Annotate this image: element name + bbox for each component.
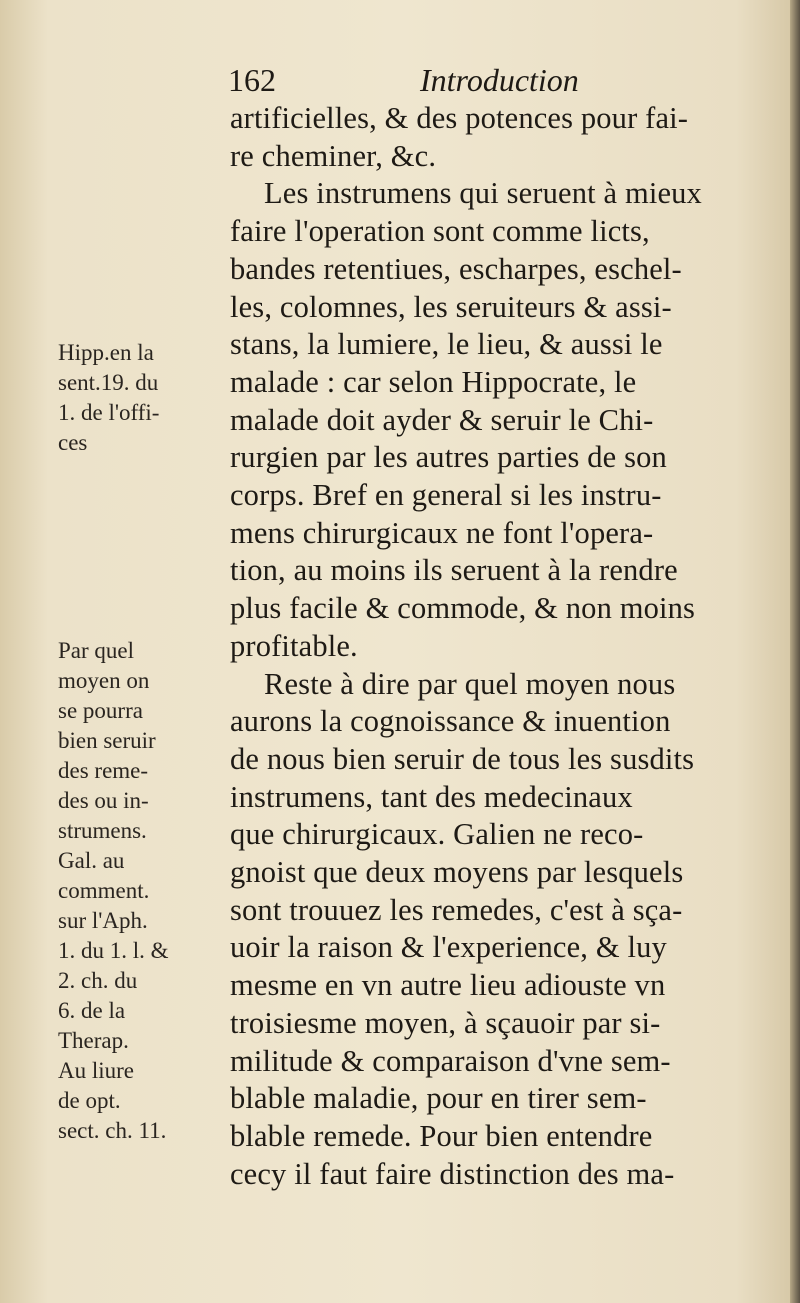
text-line: re cheminer, &c. (230, 138, 437, 173)
text-line: faire l'operation sont comme licts, (230, 214, 650, 249)
margin-note-line: 6. de la (58, 998, 126, 1023)
text-line: gnoist que deux moyens par lesquels (230, 855, 684, 890)
margin-note-line: des ou in- (58, 788, 149, 813)
text-line: blable remede. Pour bien entendre (230, 1118, 653, 1153)
text-line: les, colomnes, les seruiteurs & assi- (230, 289, 672, 324)
text-line: sont trouuez les remedes, c'est à sça- (230, 892, 683, 927)
text-line: malade doit ayder & seruir le Chi- (230, 402, 654, 437)
text-line: mesme en vn autre lieu adiouste vn (230, 968, 666, 1003)
margin-note-line: Hipp.en la (58, 340, 154, 365)
text-line: troisiesme moyen, à sçauoir par si- (230, 1005, 661, 1040)
main-text (230, 100, 770, 1193)
text-line: plus facile & commode, & non moins (230, 591, 696, 626)
text-line: tion, au moins ils seruent à la rendre (230, 553, 678, 588)
margin-note-line: se pourra (58, 698, 143, 723)
text-line: artificielles, & des potences pour fai- (230, 101, 689, 135)
text-line: profitable. (230, 628, 358, 663)
text-line: rurgien par les autres parties de son (230, 440, 667, 475)
text-line: Les instrumens qui seruent à mieux (264, 176, 702, 211)
margin-note-line: sect. ch. 11. (58, 1118, 167, 1143)
margin-note-line: ces (58, 430, 88, 455)
margin-note-line: des reme- (58, 758, 149, 783)
margin-note-line: 1. du 1. l. & (58, 938, 169, 963)
margin-note-galien (58, 636, 218, 1146)
text-line: uoir la raison & l'experience, & luy (230, 930, 667, 965)
margin-note-line: 1. de l'offi- (58, 400, 160, 425)
margin-note-line: strumens. (58, 818, 147, 843)
margin-note-line: 2. ch. du (58, 968, 138, 993)
margin-note-hippocrates (58, 338, 218, 458)
text-line: instrumens, tant des medecinaux (230, 779, 633, 814)
margin-note-line: comment. (58, 878, 150, 903)
text-line: corps. Bref en general si les instru- (230, 478, 662, 513)
margin-note-line: Gal. au (58, 848, 125, 873)
text-line: bandes retentiues, escharpes, eschel- (230, 251, 682, 286)
text-line: cecy il faut faire distinction des ma- (230, 1156, 675, 1191)
text-line: de nous bien seruir de tous les susdits (230, 741, 695, 776)
margin-note-line: sur l'Aph. (58, 908, 148, 933)
margin-note-line: moyen on (58, 668, 150, 693)
text-line: blable maladie, pour en tirer sem- (230, 1081, 647, 1116)
margin-note-line: sent.19. du (58, 370, 159, 395)
text-line: stans, la lumiere, le lieu, & aussi le (230, 327, 663, 362)
margin-note-line: Par quel (58, 638, 135, 663)
text-line: que chirurgicaux. Galien ne reco- (230, 817, 644, 852)
margin-note-line: Au liure (58, 1058, 135, 1083)
page-number: 162 (228, 62, 276, 98)
text-line: militude & comparaison d'vne sem- (230, 1043, 671, 1078)
text-line: aurons la cognoissance & inuention (230, 704, 671, 739)
page-edge (790, 0, 800, 1303)
running-title: Introduction (420, 62, 579, 98)
text-line: mens chirurgicaux ne font l'opera- (230, 515, 654, 550)
text-line: malade : car selon Hippocrate, le (230, 364, 637, 399)
margin-note-line: de opt. (58, 1088, 121, 1113)
margin-note-line: Therap. (58, 1028, 129, 1053)
margin-note-line: bien seruir (58, 728, 156, 753)
text-line: Reste à dire par quel moyen nous (264, 666, 676, 701)
